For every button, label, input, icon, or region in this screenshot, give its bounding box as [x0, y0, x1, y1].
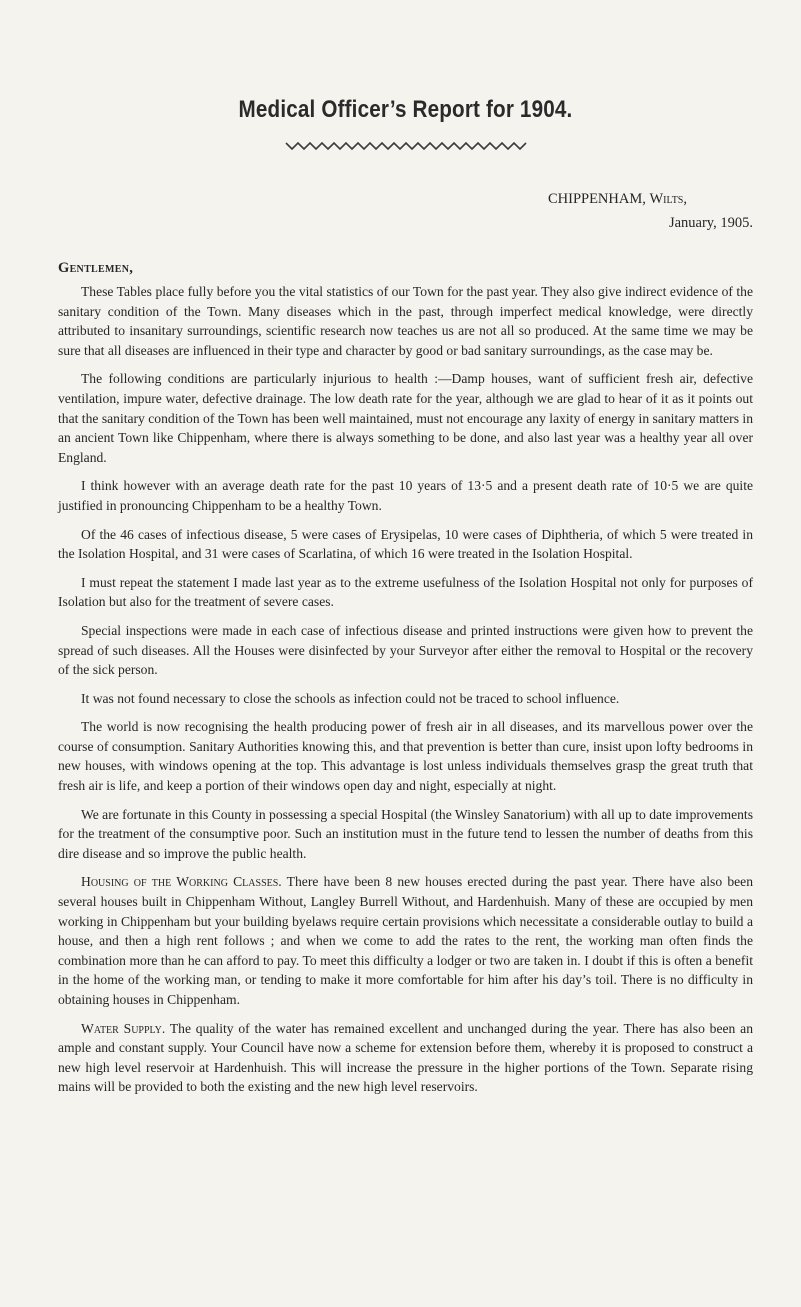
paragraph-housing: Housing of the Working Classes. There have been 8 new houses erected during the past year. There have also been several houses built in Chippenham Without, Langley Burrell Without, and Hardenhuish. Many of these are occupied by men working in Chippenham but your building byelaws require certain provisions which necessitate a considerable outlay to build a house, and then a high rent follows ; and when we come to add the rates to the rent, the working man often finds the combination more than he can afford to pay. To meet this difficulty a lodger or two are taken in. I doubt if this is often a benefit in the home of the working man, or tending to make it more comfortable for him after his day’s toil. There is no difficulty in obtaining houses in Chippenham.: [58, 874, 753, 1007]
paragraph: Special inspections were made in each case of infectious disease and printed instructions were given how to prevent the spread of such diseases. All the Houses were disinfected by your Surveyor after either the removal to Hospital or the recovery of the sick person.: [58, 622, 753, 678]
salutation: Gentlemen,: [58, 260, 134, 276]
wavy-divider: [285, 141, 527, 151]
section-lead-water-supply: Water Supply.: [81, 1020, 166, 1036]
paragraph: The world is now recognising the health producing power of fresh air in all diseases, and its marvellous power over the course of consumption. Sanitary Authorities knowing this, and that prevention is better than cure, insist upon lofty bedrooms in new houses, with windows opening at the top. This advantage is lost unless individuals themselves grasp the great truth that fresh air is life, and keep a portion of their windows open day and night, especially at night.: [58, 719, 753, 794]
place-county: Wilts,: [649, 191, 687, 207]
paragraph: We are fortunate in this County in possessing a special Hospital (the Winsley Sanatorium) with all up to date improvements for the treatment of the consumptive poor. Such an institution must in the future tend to lessen the number of deaths from this dire disease and so improve the public health.: [58, 806, 754, 861]
paragraph: Of the 46 cases of infectious disease, 5 were cases of Erysipelas, 10 were cases of Diphtheria, of which 5 were treated in the Isolation Hospital, and 31 were cases of Scarlatina, of which 16 were treated in the Isolation Hospital.: [58, 526, 753, 562]
section-lead-housing: Housing of the Working Classes.: [81, 874, 282, 890]
paragraph: These Tables place fully before you the vital statistics of our Town for the past year. They also give indirect evidence of the sanitary condition of the Town. Many diseases which in the past, through imperfect medical knowledge, were directly attributed to insanitary surroundings, scientific research now teaches us are not all so produced. At the same time we may be sure that all diseases are influenced in their type and character by good or bad sanitary surroundings, as the case may be.: [58, 284, 753, 358]
report-title: Medical Officer’s Report for 1904.: [238, 96, 573, 123]
report-body: [58, 282, 753, 1097]
place-line: [58, 191, 753, 208]
paragraph: I must repeat the statement I made last year as to the extreme usefulness of the Isolation Hospital not only for purposes of Isolation but also for the treatment of severe cases.: [58, 574, 753, 610]
report-page: [58, 96, 753, 1097]
paragraph-water-supply: Water Supply. The quality of the water has remained excellent and unchanged during the year. There has also been an ample and constant supply. Your Council have now a scheme for extension before them, whereby it is proposed to construct a new high level reservoir at Hardenhuish. This will increase the pressure in the higher portions of the Town. Separate rising mains will be provided to both the existing and the new high level reservoirs.: [58, 1020, 753, 1095]
paragraph: I think however with an average death rate for the past 10 years of 13·5 and a present death rate of 10·5 we are quite justified in pronouncing Chippenham to be a healthy Town.: [58, 478, 753, 513]
place-name: CHIPPENHAM,: [547, 191, 646, 207]
paragraph: It was not found necessary to close the schools as infection could not be traced to school influence.: [81, 690, 620, 706]
paragraph: The following conditions are particularly injurious to health :—Damp houses, want of sufficient fresh air, defective ventilation, impure water, defective drainage. The low death rate for the year, although we are glad to hear of it as it points out that the sanitary condition of the Town has been well maintained, must not encourage any laxity of energy in sanitary matters in an ancient Town like Chippenham, where there is always something to be done, and also last year was a healthy year all over England.: [58, 371, 753, 465]
report-date: January, 1905.: [668, 215, 753, 231]
